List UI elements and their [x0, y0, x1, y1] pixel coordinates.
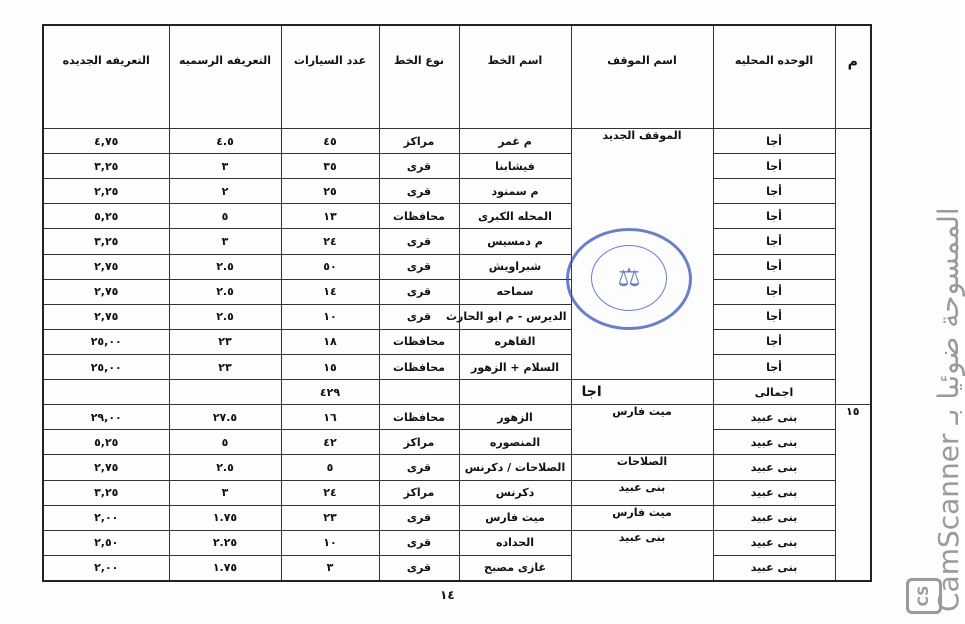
new-fare-cell: ٢,٠٠: [43, 505, 169, 530]
total-unit: اجا: [571, 380, 713, 405]
official-stamp: [566, 228, 692, 330]
line-type-cell: قرى: [379, 254, 459, 279]
total-line-empty: [459, 380, 571, 405]
line-cell: الصلاحات / دكرنس: [459, 455, 571, 480]
unit-cell: بنى عبيد: [713, 430, 835, 455]
unit-cell: أجا: [713, 129, 835, 154]
header-new-fare: التعريفه الجديده: [43, 25, 169, 129]
header-row: [43, 25, 871, 129]
official-fare-cell: ٢.٥: [169, 254, 281, 279]
unit-cell: بنى عبيد: [713, 455, 835, 480]
unit-cell: بنى عبيد: [713, 405, 835, 430]
line-type-cell: قرى: [379, 455, 459, 480]
new-fare-cell: ٤,٧٥: [43, 129, 169, 154]
new-fare-cell: ٣,٢٥: [43, 229, 169, 254]
new-fare-cell: ٣,٢٥: [43, 154, 169, 179]
unit-cell: أجا: [713, 204, 835, 229]
cars-cell: ١٠: [281, 304, 379, 329]
official-fare-cell: ٣: [169, 229, 281, 254]
cars-cell: ١٠: [281, 530, 379, 555]
total-cars: ٤٢٩: [281, 380, 379, 405]
cars-cell: ٤٢: [281, 430, 379, 455]
line-cell: م سمنود: [459, 179, 571, 204]
line-type-cell: قرى: [379, 505, 459, 530]
line-type-cell: مراكز: [379, 480, 459, 505]
unit-cell: أجا: [713, 354, 835, 379]
line-cell: فيشابنا: [459, 154, 571, 179]
total-new-empty: [43, 380, 169, 405]
header-m: م: [835, 25, 871, 129]
line-cell: المحله الكبرى: [459, 204, 571, 229]
unit-cell: بنى عبيد: [713, 480, 835, 505]
page-number: ١٤: [440, 588, 455, 602]
station-cell: الصلاحات: [571, 455, 713, 480]
new-fare-cell: ٥,٢٥: [43, 430, 169, 455]
new-fare-cell: ٣,٢٥: [43, 480, 169, 505]
cars-cell: ١٨: [281, 329, 379, 354]
unit-cell: بنى عبيد: [713, 555, 835, 581]
table-row: [43, 430, 871, 455]
table-row: [43, 505, 871, 530]
unit-cell: أجا: [713, 229, 835, 254]
unit-cell: أجا: [713, 304, 835, 329]
camscanner-logo-icon: CS: [906, 578, 942, 614]
unit-cell: بنى عبيد: [713, 530, 835, 555]
header-line-type: نوع الخط: [379, 25, 459, 129]
header-unit: الوحده المحليه: [713, 25, 835, 129]
official-fare-cell: ١.٧٥: [169, 505, 281, 530]
line-type-cell: مراكز: [379, 430, 459, 455]
new-fare-cell: ٢٥,٠٠: [43, 354, 169, 379]
cars-cell: ٢٥: [281, 179, 379, 204]
line-type-cell: محافظات: [379, 354, 459, 379]
cars-cell: ٣٥: [281, 154, 379, 179]
total-type-empty: [379, 380, 459, 405]
official-fare-cell: ١.٧٥: [169, 555, 281, 581]
cars-cell: ١٣: [281, 204, 379, 229]
cars-cell: ٥: [281, 455, 379, 480]
new-fare-cell: ٢,٧٥: [43, 279, 169, 304]
line-cell: م دمسيس: [459, 229, 571, 254]
total-row: [43, 380, 871, 405]
table-row: [43, 555, 871, 581]
new-fare-cell: ٢,٠٠: [43, 555, 169, 581]
official-fare-cell: ٢.٢٥: [169, 530, 281, 555]
table-row: [43, 254, 871, 279]
table-row: [43, 405, 871, 430]
station-cell: بنى عبيد: [571, 480, 713, 505]
new-fare-cell: ٢,٥٠: [43, 530, 169, 555]
official-fare-cell: ٣: [169, 154, 281, 179]
line-type-cell: قرى: [379, 229, 459, 254]
new-fare-cell: ٢,٧٥: [43, 455, 169, 480]
new-fare-cell: ٢,٧٥: [43, 254, 169, 279]
table-row: [43, 304, 871, 329]
line-cell: القاهره: [459, 329, 571, 354]
line-cell: الحداده: [459, 530, 571, 555]
new-fare-cell: ٢,٧٥: [43, 304, 169, 329]
line-cell: الزهور: [459, 405, 571, 430]
table-row: [43, 279, 871, 304]
line-cell: غازى مصبح: [459, 555, 571, 581]
station-cell: الموقف الجديد: [571, 129, 713, 380]
official-fare-cell: ٢.٥: [169, 279, 281, 304]
official-fare-cell: ٢٣: [169, 329, 281, 354]
new-fare-cell: ٢,٢٥: [43, 179, 169, 204]
line-type-cell: محافظات: [379, 405, 459, 430]
row-number-cell: ١٥: [835, 405, 871, 581]
row-number-cell: [835, 129, 871, 405]
line-type-cell: محافظات: [379, 204, 459, 229]
header-cars: عدد السيارات: [281, 25, 379, 129]
cars-cell: ١٥: [281, 354, 379, 379]
line-cell: الديرس - م ابو الحارث: [459, 304, 571, 329]
header-line: اسم الخط: [459, 25, 571, 129]
official-fare-cell: ٣: [169, 480, 281, 505]
cars-cell: ٢٤: [281, 480, 379, 505]
line-type-cell: قرى: [379, 279, 459, 304]
official-fare-cell: ٢: [169, 179, 281, 204]
line-type-cell: مراكز: [379, 129, 459, 154]
table-row: [43, 329, 871, 354]
official-fare-cell: ٤.٥: [169, 129, 281, 154]
line-type-cell: قرى: [379, 154, 459, 179]
line-type-cell: قرى: [379, 530, 459, 555]
table-row: [43, 480, 871, 505]
line-type-cell: قرى: [379, 304, 459, 329]
cars-cell: ٥٠: [281, 254, 379, 279]
official-fare-cell: ٢٣: [169, 354, 281, 379]
table-row: [43, 455, 871, 480]
line-cell: السلام + الزهور: [459, 354, 571, 379]
official-fare-cell: ٥: [169, 204, 281, 229]
unit-cell: بنى عبيد: [713, 505, 835, 530]
official-fare-cell: ٢.٥: [169, 455, 281, 480]
station-cell: ميت فارس: [571, 405, 713, 455]
cars-cell: ١٤: [281, 279, 379, 304]
cars-cell: ٤٥: [281, 129, 379, 154]
header-official-fare: التعريفه الرسميه: [169, 25, 281, 129]
stamp-inner-ring: [591, 245, 667, 311]
line-cell: المنصوره: [459, 430, 571, 455]
table-row: [43, 229, 871, 254]
unit-cell: أجا: [713, 279, 835, 304]
unit-cell: أجا: [713, 179, 835, 204]
eagle-emblem-icon: ⚖: [617, 263, 641, 293]
official-fare-cell: ٢.٥: [169, 304, 281, 329]
fare-table: [42, 24, 872, 582]
table-row: [43, 354, 871, 379]
total-official-empty: [169, 380, 281, 405]
line-type-cell: قرى: [379, 555, 459, 581]
line-cell: ميت فارس: [459, 505, 571, 530]
table-row: [43, 204, 871, 229]
cars-cell: ٣: [281, 555, 379, 581]
line-cell: سماحه: [459, 279, 571, 304]
unit-cell: أجا: [713, 254, 835, 279]
cars-cell: ١٦: [281, 405, 379, 430]
line-type-cell: محافظات: [379, 329, 459, 354]
header-station: اسم الموقف: [571, 25, 713, 129]
line-cell: م غمر: [459, 129, 571, 154]
new-fare-cell: ٢٥,٠٠: [43, 329, 169, 354]
table-row: [43, 129, 871, 154]
total-label: اجمالى: [713, 380, 835, 405]
official-fare-cell: ٥: [169, 430, 281, 455]
table-row: [43, 154, 871, 179]
cars-cell: ٢٤: [281, 229, 379, 254]
unit-cell: أجا: [713, 154, 835, 179]
camscanner-watermark: CamScanner الممسوحة ضوئيا بـ: [932, 207, 965, 612]
official-fare-cell: ٢٧.٥: [169, 405, 281, 430]
table-row: [43, 179, 871, 204]
line-cell: دكرنس: [459, 480, 571, 505]
station-cell: بنى عبيد: [571, 530, 713, 581]
unit-cell: أجا: [713, 329, 835, 354]
line-cell: شبراويش: [459, 254, 571, 279]
cars-cell: ٢٣: [281, 505, 379, 530]
new-fare-cell: ٥,٢٥: [43, 204, 169, 229]
line-type-cell: قرى: [379, 179, 459, 204]
station-cell: ميت فارس: [571, 505, 713, 530]
table-row: [43, 530, 871, 555]
new-fare-cell: ٢٩,٠٠: [43, 405, 169, 430]
